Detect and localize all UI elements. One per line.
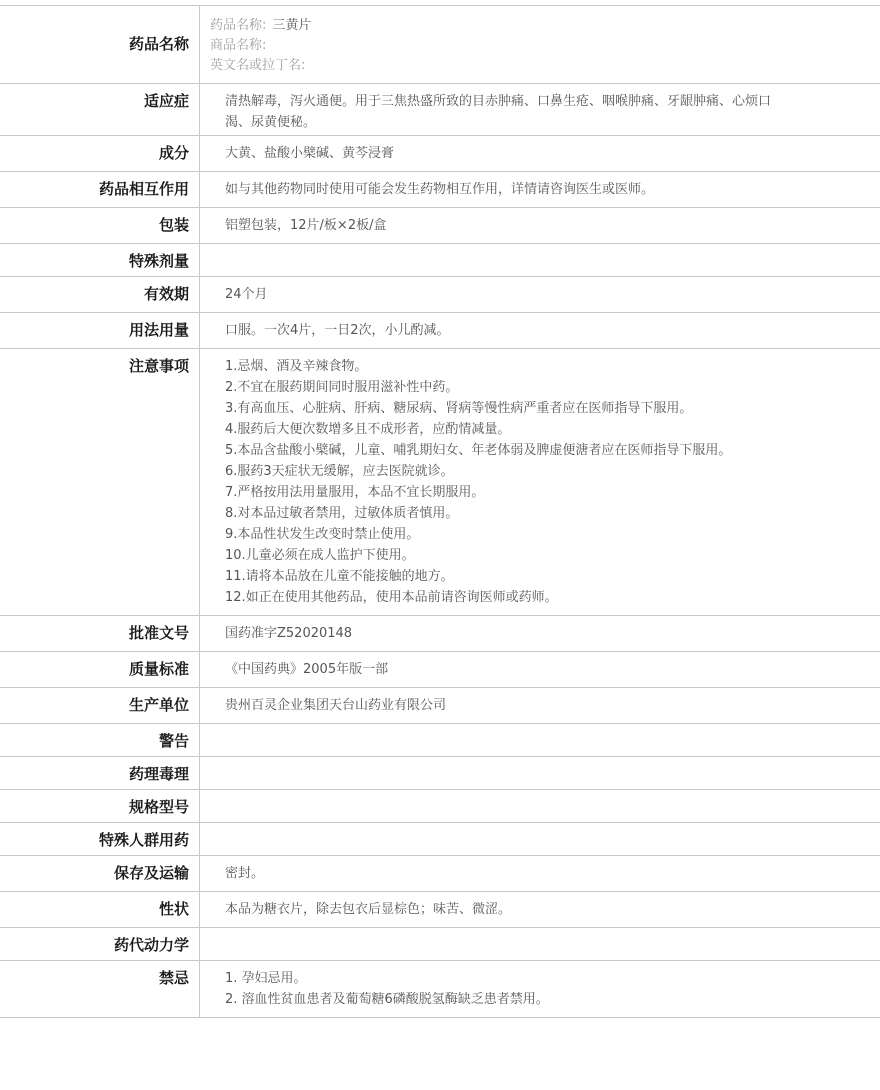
contraindications-list (200, 961, 880, 1017)
row-interactions (0, 172, 880, 208)
row-indications (0, 84, 880, 136)
specification-label: 规格型号 (0, 790, 200, 822)
description-label: 性状 (0, 892, 200, 927)
list-item: 11.请将本品放在儿童不能接触的地方。 (225, 569, 454, 584)
quality-standard-label: 质量标准 (0, 652, 200, 687)
storage-label: 保存及运输 (0, 856, 200, 891)
list-item: 3.有高血压、心脏病、肝病、糖尿病、肾病等慢性病严重者应在医师指导下服用。 (225, 401, 693, 416)
packaging-value: 铝塑包装，12片/板×2板/盒 (225, 218, 387, 233)
special-populations-value (200, 823, 880, 855)
list-item: 2.不宜在服药期间同时服用滋补性中药。 (225, 380, 459, 395)
row-special-populations (0, 823, 880, 856)
row-pharmacokinetics (0, 928, 880, 961)
row-usage (0, 313, 880, 349)
contraindications-label: 禁忌 (0, 961, 200, 1017)
row-specification (0, 790, 880, 823)
list-item: 2. 溶血性贫血患者及葡萄糖6磷酸脱氢酶缺乏患者禁用。 (225, 992, 549, 1007)
list-item: 6.服药3天症状无缓解，应去医院就诊。 (225, 464, 454, 479)
list-item: 4.服药后大便次数增多且不成形者，应酌情减量。 (225, 422, 511, 437)
trade-name-key: 商品名称: (210, 38, 267, 53)
quality-standard-value: 《中国药典》2005年版一部 (225, 662, 389, 677)
drug-name-values (200, 6, 880, 83)
special-dosage-label: 特殊剂量 (0, 244, 200, 276)
list-item: 10.儿童必须在成人监护下使用。 (225, 548, 415, 563)
list-item: 1.忌烟、酒及辛辣食物。 (225, 359, 368, 374)
english-name-key: 英文名或拉丁名: (210, 58, 306, 73)
specification-value (200, 790, 880, 822)
row-manufacturer (0, 688, 880, 724)
precautions-label: 注意事项 (0, 349, 200, 615)
row-pharmacology (0, 757, 880, 790)
interactions-value: 如与其他药物同时使用可能会发生药物相互作用，详情请咨询医生或医师。 (225, 182, 655, 197)
list-item: 1. 孕妇忌用。 (225, 971, 307, 986)
shelf-life-value: 24个月 (225, 287, 268, 302)
row-description (0, 892, 880, 928)
special-dosage-value (200, 244, 880, 276)
generic-name-line (210, 16, 880, 36)
trade-name-line (210, 36, 880, 56)
row-storage (0, 856, 880, 892)
list-item: 5.本品含盐酸小檗碱，儿童、哺乳期妇女、年老体弱及脾虚便溏者应在医师指导下服用。 (225, 443, 732, 458)
precautions-list (200, 349, 880, 615)
approval-number-label: 批准文号 (0, 616, 200, 651)
english-name-line (210, 56, 880, 76)
interactions-label: 药品相互作用 (0, 172, 200, 207)
list-item: 12.如正在使用其他药品，使用本品前请咨询医师或药师。 (225, 590, 558, 605)
warning-value (200, 724, 880, 756)
pharmacokinetics-label: 药代动力学 (0, 928, 200, 960)
row-packaging (0, 208, 880, 244)
row-drug-name (0, 6, 880, 84)
storage-value: 密封。 (225, 866, 265, 881)
pharmacology-label: 药理毒理 (0, 757, 200, 789)
row-quality-standard (0, 652, 880, 688)
approval-number-value: 国药准字Z52020148 (225, 626, 353, 641)
description-value: 本品为糖衣片，除去包衣后显棕色；味苦、微涩。 (225, 902, 512, 917)
row-contraindications (0, 961, 880, 1018)
row-special-dosage (0, 244, 880, 277)
ingredients-value: 大黄、盐酸小檗碱、黄芩浸膏 (225, 146, 395, 161)
ingredients-label: 成分 (0, 136, 200, 171)
pharmacology-value (200, 757, 880, 789)
list-item: 9.本品性状发生改变时禁止使用。 (225, 527, 420, 542)
usage-value: 口服。一次4片，一日2次，小儿酌减。 (225, 323, 450, 338)
row-warning (0, 724, 880, 757)
drug-spec-table (0, 5, 880, 1018)
row-approval-number (0, 616, 880, 652)
row-ingredients (0, 136, 880, 172)
manufacturer-value: 贵州百灵企业集团天台山药业有限公司 (225, 698, 447, 713)
drug-name-label: 药品名称 (0, 6, 200, 83)
manufacturer-label: 生产单位 (0, 688, 200, 723)
shelf-life-label: 有效期 (0, 277, 200, 312)
packaging-label: 包装 (0, 208, 200, 243)
pharmacokinetics-value (200, 928, 880, 960)
indications-label: 适应症 (0, 84, 200, 135)
generic-name-value: 三黄片 (272, 18, 312, 33)
generic-name-key: 药品名称: (210, 18, 267, 33)
row-precautions (0, 349, 880, 616)
warning-label: 警告 (0, 724, 200, 756)
row-shelf-life (0, 277, 880, 313)
list-item: 7.严格按用法用量服用，本品不宜长期服用。 (225, 485, 485, 500)
special-populations-label: 特殊人群用药 (0, 823, 200, 855)
indications-value: 清热解毒，泻火通便。用于三焦热盛所致的目赤肿痛、口鼻生疮、咽喉肿痛、牙龈肿痛、心烦口渴、尿黄便秘。 (225, 94, 772, 130)
list-item: 8.对本品过敏者禁用，过敏体质者慎用。 (225, 506, 459, 521)
usage-label: 用法用量 (0, 313, 200, 348)
